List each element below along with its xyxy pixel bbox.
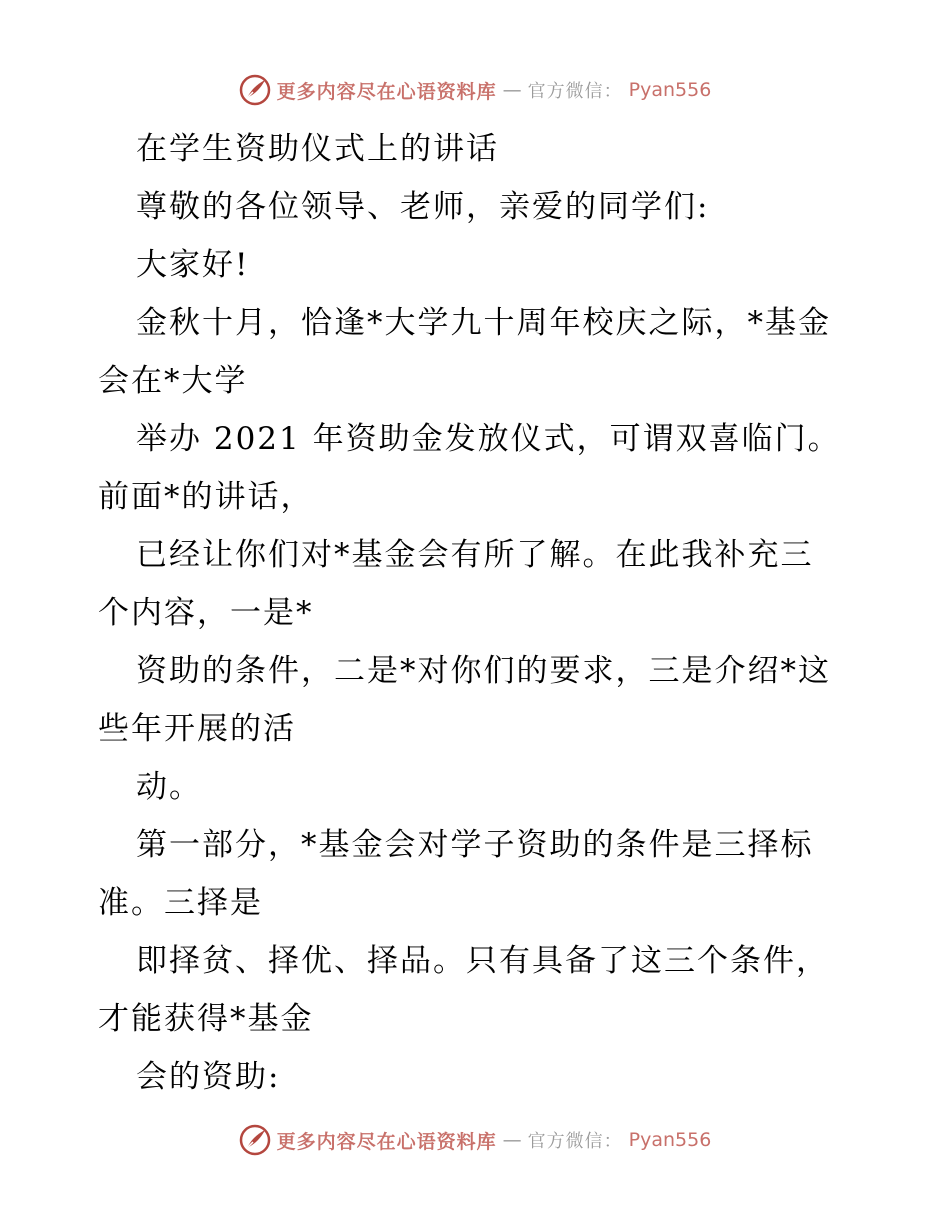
document-body — [98, 120, 858, 1106]
watermark-brand-text: 更多内容尽在心语资料库 — [276, 1130, 497, 1153]
text-line: 尊敬的各位领导、老师，亲爱的同学们: — [136, 189, 710, 225]
watermark-sub-text: 官方微信： — [527, 81, 623, 102]
text-line: 才能获得*基金 — [98, 1001, 314, 1037]
text-line: 已经让你们对*基金会有所了解。在此我补充三 — [136, 537, 814, 573]
quill-logo-icon — [239, 1124, 271, 1156]
watermark-wechat-id: Pyan556 — [628, 1129, 712, 1151]
text-line: 即择贫、择优、择品。只有具备了这三个条件， — [136, 943, 829, 979]
text-line: 会的资助: — [136, 1059, 281, 1095]
text-line: 金秋十月，恰逢*大学九十周年校庆之际，*基金 — [136, 305, 831, 341]
header-watermark — [0, 70, 950, 110]
watermark-separator: — — [502, 1129, 522, 1151]
text-line: 个内容，一是* — [98, 595, 314, 631]
text-line: 准。三择是 — [98, 885, 263, 921]
text-line: 些年开展的活 — [98, 711, 296, 747]
text-line: 举办 2021 年资助金发放仪式，可谓双喜临门。 — [136, 421, 841, 457]
text-line: 第一部分，*基金会对学子资助的条件是三择标 — [136, 827, 814, 863]
text-line: 动。 — [136, 769, 202, 805]
quill-logo-icon — [239, 74, 271, 106]
text-line: 前面*的讲话， — [98, 479, 314, 515]
watermark-wechat-id: Pyan556 — [628, 79, 712, 101]
text-line: 在学生资助仪式上的讲话 — [136, 131, 499, 167]
footer-watermark — [0, 1120, 950, 1160]
watermark-separator: — — [502, 79, 522, 101]
text-line: 会在*大学 — [98, 363, 248, 399]
text-line: 大家好! — [136, 247, 250, 283]
text-line: 资助的条件，二是*对你们的要求，三是介绍*这 — [136, 653, 831, 689]
watermark-sub-text: 官方微信： — [527, 1131, 623, 1152]
watermark-brand-text: 更多内容尽在心语资料库 — [276, 80, 497, 103]
